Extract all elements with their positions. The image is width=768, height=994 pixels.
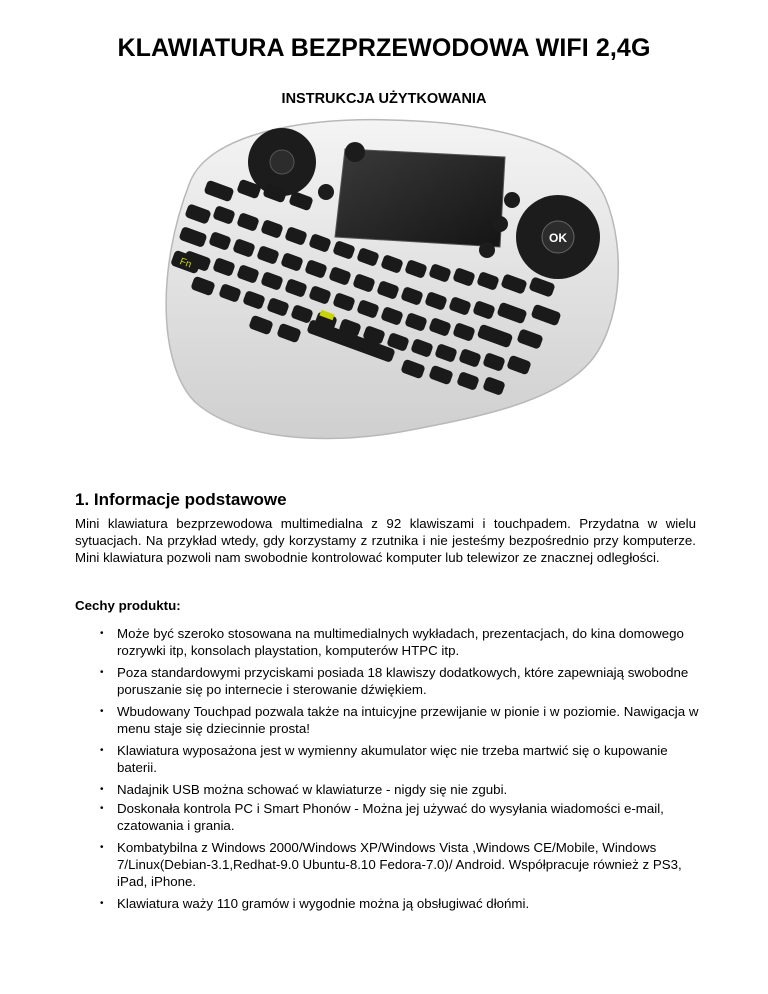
section-heading: 1. Informacje podstawowe bbox=[75, 490, 287, 509]
list-item bbox=[100, 742, 700, 776]
bullet: • bbox=[100, 842, 104, 853]
list-item bbox=[100, 800, 700, 834]
bullet: • bbox=[100, 628, 104, 639]
feature-text: Poza standardowymi przyciskami posiada 18 klawiszy dodatkowych, które zapewniają swobodne poruszanie się po internecie i sterowanie dźwiękiem. bbox=[117, 665, 689, 697]
features-list bbox=[100, 625, 700, 917]
bullet: • bbox=[100, 745, 104, 756]
features-heading: Cechy produktu: bbox=[75, 598, 181, 613]
feature-text: Doskonała kontrola PC i Smart Phonów - Można jej używać do wysyłania wiadomości e-mail, czatowania i grania. bbox=[117, 801, 664, 833]
feature-text: Kombatybilna z Windows 2000/Windows XP/Windows Vista ,Windows CE/Mobile, Windows 7/Linux(Debian-3.1,Redhat-9.0 Ubuntu-8.10 Fedora-7.0)/ Android. Współpracuje również z PS3, iPad, iPhone. bbox=[117, 840, 682, 889]
feature-text: Może być szeroko stosowana na multimedialnych wykładach, prezentacjach, do kina domowego rozrywki itp, konsolach playstation, komputerów HTPC itp. bbox=[117, 626, 684, 658]
feature-text: Nadajnik USB można schować w klawiaturze - nigdy się nie zgubi. bbox=[117, 782, 508, 797]
list-item bbox=[100, 781, 700, 798]
list-item bbox=[100, 895, 700, 912]
bullet: • bbox=[100, 706, 104, 717]
bullet: • bbox=[100, 898, 104, 909]
document-subtitle: INSTRUKCJA UŻYTKOWANIA bbox=[281, 91, 487, 107]
keyboard-product-image bbox=[150, 112, 630, 452]
list-item bbox=[100, 664, 700, 698]
bullet: • bbox=[100, 803, 104, 814]
feature-text: Klawiatura wyposażona jest w wymienny akumulator więc nie trzeba martwić się o kupowanie baterii. bbox=[117, 743, 668, 775]
feature-text: Klawiatura waży 110 gramów i wygodnie można ją obsługiwać dłońmi. bbox=[117, 896, 530, 911]
list-item bbox=[100, 839, 700, 890]
ok-key-label: OK bbox=[549, 231, 567, 245]
fn-key-label: Fn bbox=[178, 256, 193, 271]
list-item bbox=[100, 625, 700, 659]
feature-text: Wbudowany Touchpad pozwala także na intuicyjne przewijanie w pionie i w poziomie. Nawigacja w menu staje się dziecinnie prosta! bbox=[117, 704, 699, 736]
bullet: • bbox=[100, 667, 104, 678]
document-title: KLAWIATURA BEZPRZEWODOWA WIFI 2,4G bbox=[117, 34, 651, 62]
intro-paragraph: Mini klawiatura bezprzewodowa multimedialna z 92 klawiszami i touchpadem. Przydatna w wielu sytuacjach. Na przykład wtedy, gdy korzystamy z rzutnika i nie jesteśmy bezpośrednio przy komputerze. Mini klawiatura pozwoli nam swobodnie kontrolować komputer lub telewizor ze znacznej odległości. bbox=[75, 516, 696, 565]
keyboard-illustration bbox=[150, 112, 630, 452]
touchpad bbox=[335, 149, 505, 247]
bullet: • bbox=[100, 784, 104, 795]
list-item bbox=[100, 703, 700, 737]
